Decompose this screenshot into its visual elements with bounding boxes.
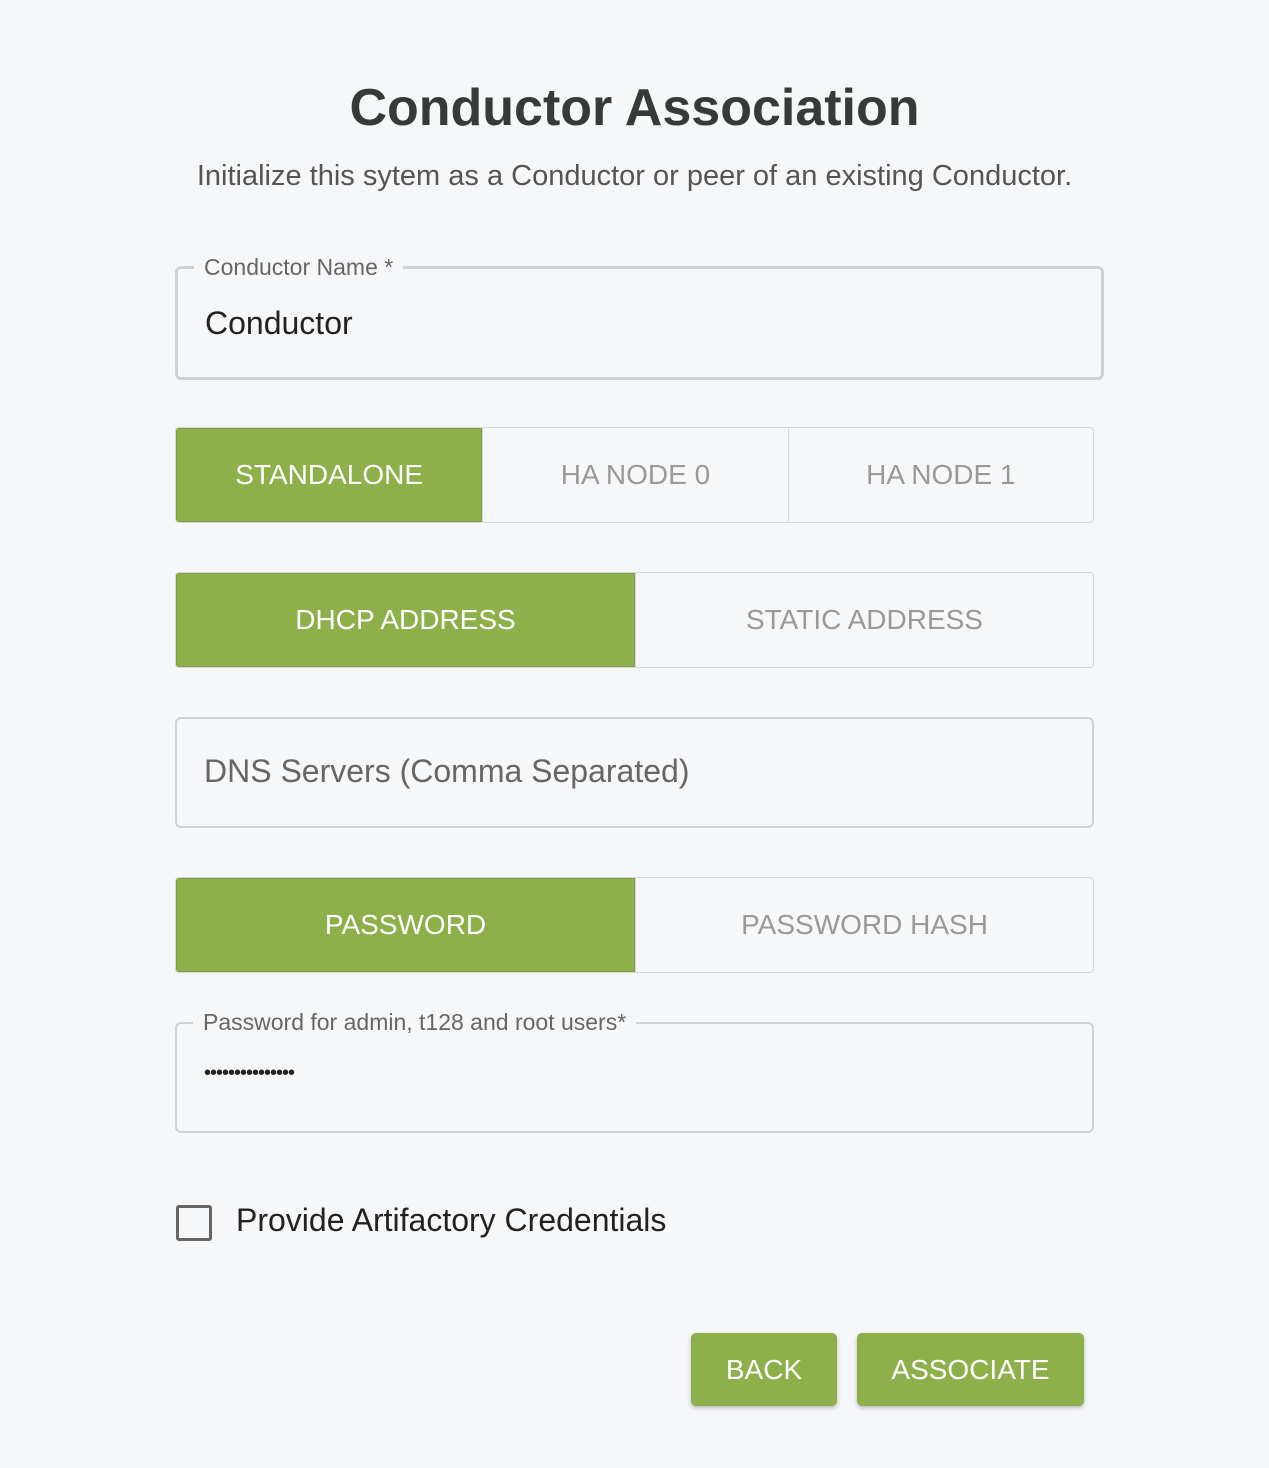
artifactory-label[interactable]: Provide Artifactory Credentials [236,1202,667,1238]
dns-servers-placeholder: DNS Servers (Comma Separated) [204,753,690,789]
page-subtitle: Initialize this sytem as a Conductor or peer of an existing Conductor. [196,160,1073,192]
password-value: ••••••••••••••• [204,1062,295,1084]
back-button[interactable]: BACK [691,1333,837,1406]
conductor-name-value: Conductor [205,305,353,341]
address-type-toggle [175,572,1094,668]
dns-servers-input[interactable] [175,717,1094,828]
toggle-password[interactable]: PASSWORD [176,878,635,972]
artifactory-checkbox[interactable] [176,1205,212,1241]
password-type-toggle [175,877,1094,973]
conductor-name-label: Conductor Name * [194,254,403,281]
toggle-ha-node-1[interactable]: HA NODE 1 [788,428,1093,522]
associate-button[interactable]: ASSOCIATE [857,1333,1084,1406]
page-title: Conductor Association [349,79,920,137]
password-field[interactable] [175,1009,1094,1133]
conductor-name-field[interactable] [175,254,1104,380]
toggle-password-hash[interactable]: PASSWORD HASH [635,878,1093,972]
node-type-toggle [175,427,1094,523]
password-label: Password for admin, t128 and root users* [193,1009,636,1036]
toggle-ha-node-0[interactable]: HA NODE 0 [482,428,787,522]
toggle-dhcp-address[interactable]: DHCP ADDRESS [176,573,635,667]
toggle-standalone[interactable]: STANDALONE [176,428,482,522]
toggle-static-address[interactable]: STATIC ADDRESS [635,573,1093,667]
